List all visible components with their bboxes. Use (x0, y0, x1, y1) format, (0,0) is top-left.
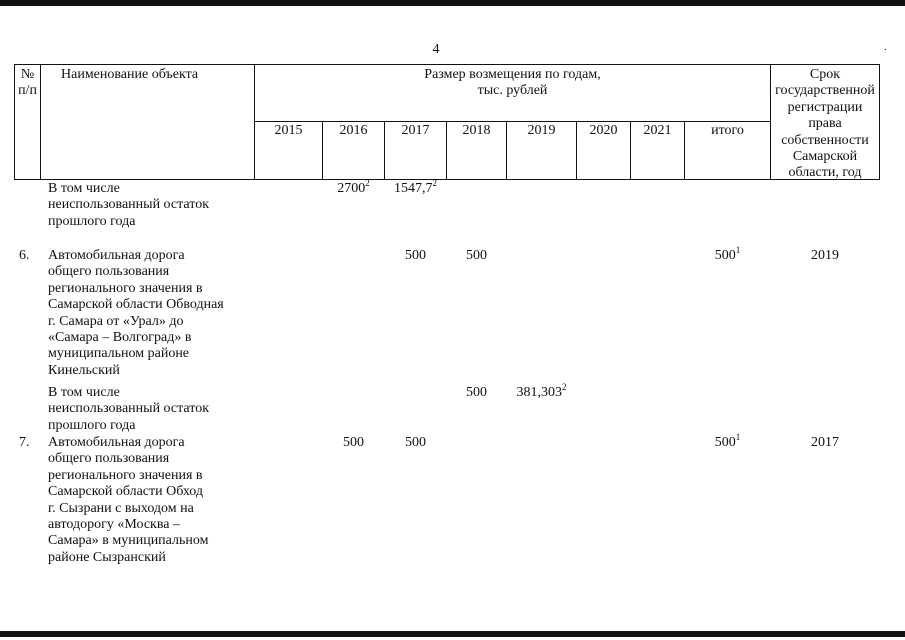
header-total: итого (711, 123, 744, 138)
page-number: 4 (432, 42, 440, 57)
row-6-2018: 500 (466, 248, 487, 263)
row-7-name: Автомобильная дорога общего пользования регионального значения в Самарской области Обход г. Сызрани с выходом на автодорогу «Москва – Самара» в муниципальном районе Сызранский (48, 435, 209, 565)
row-remainder-1-2017: 1547,7$^2$ (394, 178, 437, 196)
row-7-term: 2017 (811, 435, 839, 450)
header-amount: Размер возмещения по годам, тыс. рублей (424, 67, 601, 99)
row-6-number: 6. (19, 248, 30, 263)
header-term: Срок государственной регистрации права собственности Самарской области, год (775, 67, 875, 181)
row-6-2017: 500 (405, 248, 426, 263)
row-remainder-2-name: В том числе неиспользованный остаток прошлого года (48, 385, 209, 433)
bottom-border (0, 631, 905, 637)
row-remainder-1-name: В том числе неиспользованный остаток прошлого года (48, 181, 209, 229)
header-line-bottom (14, 179, 880, 180)
row-7-number: 7. (19, 435, 30, 450)
row-7-2017: 500 (405, 435, 426, 450)
header-year-2019: 2019 (527, 123, 556, 138)
header-year-2017: 2017 (401, 123, 430, 138)
header-year-2021: 2021 (643, 123, 672, 138)
header-num: № п/п (18, 67, 37, 99)
row-7-total: $500^1$ (714, 432, 741, 450)
header-year-2016: 2016 (339, 123, 368, 138)
page-mark: . (884, 42, 887, 53)
header-year-line (254, 121, 771, 122)
header-line-right (879, 64, 880, 180)
row-6-name: Автомобильная дорога общего пользования регионального значения в Самарской области Обводная г. Самара от «Урал» до «Самара – Волгоград» в муниципальном районе Кинельский (48, 248, 224, 378)
row-remainder-1-2016: 2700$^2$ (337, 178, 370, 196)
header-name: Наименование объекта (61, 67, 199, 82)
header-year-2015: 2015 (274, 123, 303, 138)
header-year-2020: 2020 (589, 123, 618, 138)
row-remainder-2-2018: 500 (466, 385, 487, 400)
row-7-2016: 500 (343, 435, 364, 450)
header-year-2018: 2018 (462, 123, 491, 138)
row-remainder-2-2019: 381,303$^2$ (516, 382, 567, 400)
row-6-term: 2019 (811, 248, 839, 263)
header-line-top (14, 64, 880, 65)
top-border (0, 0, 905, 6)
row-6-total: $500^1$ (714, 245, 741, 263)
